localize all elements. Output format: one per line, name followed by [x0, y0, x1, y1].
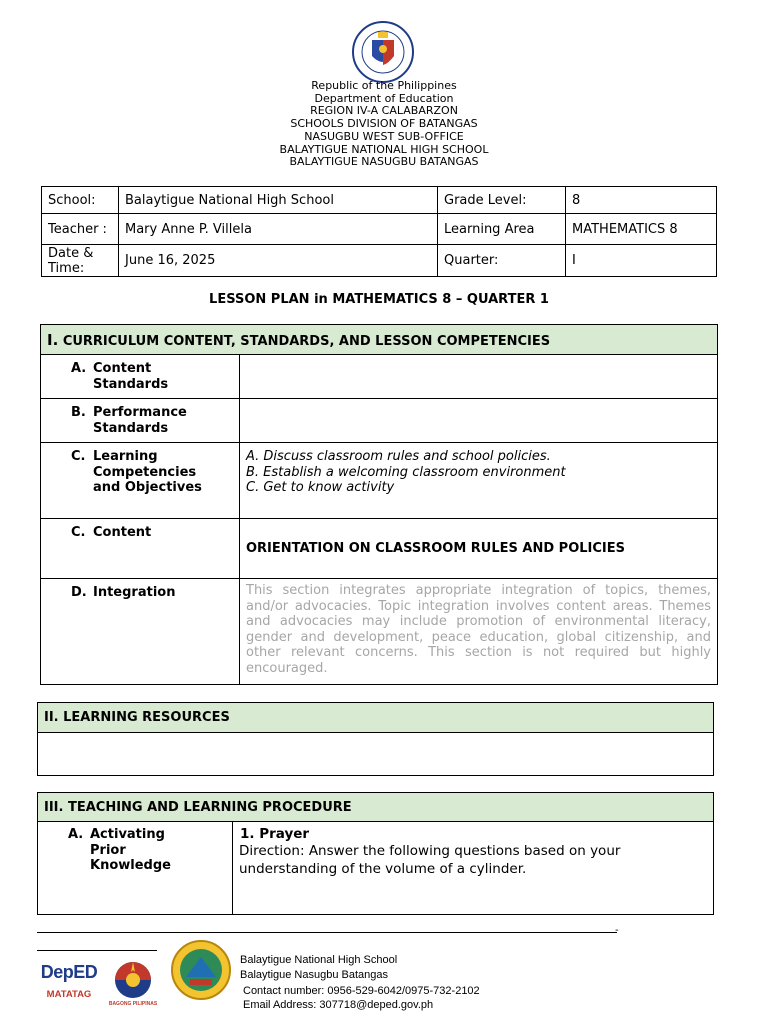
bagong-pilipinas-label: BAGONG PILIPINAS [108, 1001, 158, 1007]
content-standards-label [41, 355, 240, 399]
section-three-table [37, 792, 714, 915]
section-one-table [40, 324, 718, 685]
prayer-cell [233, 822, 714, 915]
prayer-title: 1. Prayer [240, 826, 310, 842]
header-school: BALAYTIGUE NATIONAL HIGH SCHOOL [279, 143, 489, 156]
content-value: ORIENTATION ON CLASSROOM RULES AND POLICIES [240, 519, 718, 579]
school-value: Balaytigue National High School [119, 187, 438, 214]
section-one-number: I. [47, 330, 59, 349]
deped-logo [38, 962, 100, 1000]
matatag-wordmark: MATATAG [46, 989, 92, 1000]
performance-standards-value [240, 399, 718, 443]
header-region: REGION IV-A CALABARZON [310, 104, 458, 117]
row-letter: A. [68, 827, 84, 842]
row-letter: B. [71, 405, 86, 420]
row-letter: A. [71, 361, 87, 376]
grade-label: Grade Level: [438, 187, 566, 214]
section-one-title: CURRICULUM CONTENT, STANDARDS, AND LESSON COMPETENCIES [62, 333, 551, 349]
content-standards-value [240, 355, 718, 399]
area-value: MATHEMATICS 8 [566, 214, 717, 245]
row-letter: D. [71, 585, 87, 600]
header-republic: Republic of the Philippines [311, 79, 457, 92]
performance-standards-label [41, 399, 240, 443]
header-department: Department of Education [314, 92, 454, 105]
row-label: Integration [93, 585, 176, 600]
deped-seal-icon [348, 20, 418, 84]
school-seal-icon [166, 939, 236, 1001]
learning-resources-value [38, 733, 714, 776]
footer-divider [37, 932, 617, 933]
quarter-label: Quarter: [438, 245, 566, 277]
integration-text: This section integrates appropriate integration of topics, themes, and/or advocacies. Topic integration involves content areas. Themes and advocacies may include promotion of environmental literacy, gender and development, peace education, global citizenship, and other relevant concerns. This section is not required but highly encouraged. [240, 579, 718, 685]
footer-contact: Contact number: 0956-529-6042/0975-732-2102 [243, 985, 480, 997]
header-division: SCHOOLS DIVISION OF BATANGAS [290, 117, 478, 130]
school-label: School: [42, 187, 119, 214]
row-label: Learning Competencies and Objectives [93, 449, 202, 495]
row-letter: C. [71, 525, 86, 540]
footer-address: Balaytigue Nasugbu Batangas [240, 969, 388, 981]
footer-divider-end: - [615, 925, 619, 936]
footer-school-name: Balaytigue National High School [240, 954, 398, 966]
teacher-value: Mary Anne P. Villela [119, 214, 438, 245]
objectives-cell [240, 443, 718, 519]
footer-divider-short [37, 950, 157, 951]
activating-label [38, 822, 233, 915]
row-label: Activating Prior Knowledge [90, 827, 171, 873]
row-label: Performance Standards [93, 405, 187, 436]
section-one-heading [41, 325, 718, 355]
info-table [41, 186, 717, 277]
header-address: BALAYTIGUE NASUGBU BATANGAS [289, 155, 479, 168]
section-three-heading: III. TEACHING AND LEARNING PROCEDURE [38, 793, 714, 822]
content-label [41, 519, 240, 579]
deped-wordmark: DepED [40, 962, 98, 982]
objective-item: C. Get to know activity [246, 480, 395, 495]
objective-item: A. Discuss classroom rules and school policies. [246, 449, 551, 464]
teacher-label: Teacher : [42, 214, 119, 245]
row-label: Content Standards [93, 361, 169, 392]
integration-label [41, 579, 240, 685]
quarter-value: I [566, 245, 717, 277]
competencies-label [41, 443, 240, 519]
grade-value: 8 [566, 187, 717, 214]
bagong-pilipinas-icon [108, 958, 158, 1002]
header-suboffice: NASUGBU WEST SUB-OFFICE [304, 130, 464, 143]
date-label: Date & Time: [42, 245, 119, 277]
objective-item: B. Establish a welcoming classroom environment [246, 464, 566, 480]
prayer-direction: Direction: Answer the following questions based on your understanding of the volume of a cylinder. [239, 843, 621, 877]
row-letter: C. [71, 449, 86, 464]
lesson-title: LESSON PLAN in MATHEMATICS 8 – QUARTER 1 [209, 292, 549, 307]
section-two-heading: II. LEARNING RESOURCES [38, 703, 714, 733]
section-two-table [37, 702, 714, 776]
row-label: Content [93, 525, 152, 540]
footer-email: Email Address: 307718@deped.gov.ph [243, 999, 434, 1011]
date-value: June 16, 2025 [119, 245, 438, 277]
area-label: Learning Area [438, 214, 566, 245]
